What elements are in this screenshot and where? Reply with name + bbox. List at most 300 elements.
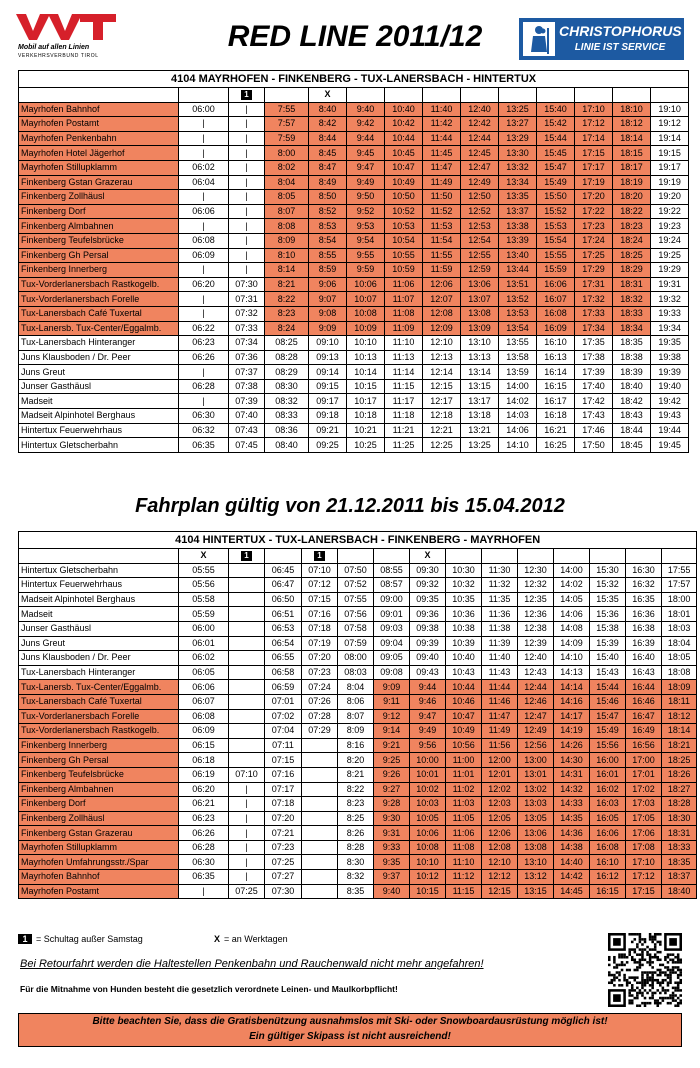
time-cell: 10:07 [347, 292, 385, 307]
time-cell: 9:40 [347, 102, 385, 117]
time-cell: 9:09 [374, 680, 410, 695]
legend-school-day [18, 934, 143, 944]
time-cell: 07:36 [229, 350, 265, 365]
stop-name: Finkenberg Almbahnen [19, 219, 179, 234]
time-cell: 10:54 [385, 233, 423, 248]
retour-note: Bei Retourfahrt werden die Haltestellen Penkenbahn und Rauchenwald nicht mehr angefahren! [20, 958, 484, 970]
time-cell: 17:10 [575, 102, 613, 117]
time-cell: 8:23 [338, 797, 374, 812]
time-cell: 13:39 [499, 233, 537, 248]
time-cell: 15:47 [537, 160, 575, 175]
time-cell: 07:11 [265, 738, 302, 753]
legend-badge: 1 [18, 934, 32, 944]
time-cell: 9:47 [347, 160, 385, 175]
time-cell: 10:59 [385, 263, 423, 278]
time-cell: 11:13 [385, 350, 423, 365]
time-cell: 11:47 [482, 709, 518, 724]
stop-name: Tux-Lanersbach Café Tuxertal [19, 306, 179, 321]
time-cell: | [229, 160, 265, 175]
time-cell: 15:47 [590, 709, 626, 724]
time-cell: 09:18 [309, 409, 347, 424]
time-cell: 17:17 [575, 160, 613, 175]
time-cell: 11:30 [482, 563, 518, 578]
time-cell: 07:17 [265, 782, 302, 797]
time-cell: 08:57 [374, 578, 410, 593]
time-cell: 09:39 [410, 636, 446, 651]
time-cell: 9:53 [347, 219, 385, 234]
time-cell: 8:05 [265, 190, 309, 205]
time-cell: 13:03 [518, 797, 554, 812]
time-cell: 10:21 [347, 423, 385, 438]
table-row [19, 826, 697, 841]
time-cell: 18:40 [662, 884, 697, 899]
time-cell: 12:52 [461, 204, 499, 219]
time-cell: 19:39 [651, 365, 689, 380]
time-cell: 07:23 [265, 840, 302, 855]
time-cell: 12:15 [482, 884, 518, 899]
time-cell: 07:27 [265, 870, 302, 885]
time-cell: 10:40 [385, 102, 423, 117]
time-cell: 10:50 [385, 190, 423, 205]
time-cell: 8:47 [309, 160, 347, 175]
time-cell: 06:45 [265, 563, 302, 578]
time-cell: 07:34 [229, 336, 265, 351]
time-cell: 09:10 [309, 336, 347, 351]
time-cell: 16:44 [626, 680, 662, 695]
time-cell: 18:14 [613, 131, 651, 146]
time-cell: 8:45 [309, 146, 347, 161]
time-cell [302, 870, 338, 885]
time-cell: 12:14 [423, 365, 461, 380]
time-cell: 08:40 [265, 438, 309, 453]
time-cell: 07:39 [229, 394, 265, 409]
note-cell [423, 88, 461, 103]
time-cell: 11:52 [423, 204, 461, 219]
time-cell: 15:38 [590, 621, 626, 636]
table-row [19, 767, 697, 782]
time-cell: 17:14 [575, 131, 613, 146]
time-cell: 06:20 [179, 277, 229, 292]
time-cell: 11:44 [423, 131, 461, 146]
time-cell: 16:40 [626, 651, 662, 666]
time-cell: 09:38 [410, 621, 446, 636]
time-cell: 19:33 [651, 306, 689, 321]
time-cell: 11:50 [423, 190, 461, 205]
table-row [19, 306, 689, 321]
time-cell: 17:23 [575, 219, 613, 234]
time-cell: 9:26 [374, 767, 410, 782]
time-cell: 13:15 [461, 379, 499, 394]
time-cell: 16:18 [537, 409, 575, 424]
time-cell: 16:10 [590, 855, 626, 870]
time-cell: 14:02 [554, 578, 590, 593]
table-row [19, 423, 689, 438]
time-cell: 13:01 [518, 767, 554, 782]
time-cell: 8:54 [309, 233, 347, 248]
table-row [19, 117, 689, 132]
time-cell: 14:06 [554, 607, 590, 622]
time-cell: 11:01 [446, 767, 482, 782]
time-cell: 06:19 [179, 767, 229, 782]
time-cell: 16:30 [626, 563, 662, 578]
time-cell: 18:28 [662, 797, 697, 812]
time-cell: 11:18 [385, 409, 423, 424]
time-cell: 9:21 [374, 738, 410, 753]
time-cell: 18:35 [613, 336, 651, 351]
time-cell: 08:30 [265, 379, 309, 394]
time-cell: 12:03 [482, 797, 518, 812]
time-cell: 06:23 [179, 336, 229, 351]
time-cell [229, 563, 265, 578]
stop-name: Mayrhofen Bahnhof [19, 102, 179, 117]
note-cell [499, 88, 537, 103]
time-cell: 16:08 [590, 840, 626, 855]
time-cell [229, 592, 265, 607]
time-cell: 13:44 [499, 263, 537, 278]
time-cell: 18:27 [662, 782, 697, 797]
time-cell: 16:12 [590, 870, 626, 885]
time-cell: 11:12 [446, 870, 482, 885]
stop-name: Mayrhofen Penkenbahn [19, 131, 179, 146]
time-cell: 13:07 [461, 292, 499, 307]
stop-name: Finkenberg Gh Persal [19, 248, 179, 263]
time-cell: 16:46 [626, 694, 662, 709]
time-cell: 18:38 [613, 350, 651, 365]
time-cell: 07:31 [229, 292, 265, 307]
time-cell: 10:00 [410, 753, 446, 768]
note-cell [19, 88, 179, 103]
time-cell: 18:44 [613, 423, 651, 438]
time-cell: 17:40 [575, 379, 613, 394]
time-cell: 07:25 [229, 884, 265, 899]
time-cell: 11:15 [446, 884, 482, 899]
time-cell: 17:01 [626, 767, 662, 782]
time-cell: 15:30 [590, 563, 626, 578]
time-cell: 19:14 [651, 131, 689, 146]
time-cell: 17:42 [575, 394, 613, 409]
time-cell: | [229, 190, 265, 205]
time-cell: 06:01 [179, 636, 229, 651]
time-cell: 17:12 [575, 117, 613, 132]
notice-line-2: Ein gültiger Skipass ist nicht ausreichend! [249, 1031, 451, 1042]
time-cell: 10:32 [446, 578, 482, 593]
time-cell: 17:08 [626, 840, 662, 855]
table-row [19, 350, 689, 365]
time-cell: 11:53 [423, 219, 461, 234]
time-cell: 10:25 [347, 438, 385, 453]
time-cell: 07:29 [302, 724, 338, 739]
time-cell: 15:39 [590, 636, 626, 651]
stop-name: Finkenberg Dorf [19, 204, 179, 219]
time-cell: 10:49 [385, 175, 423, 190]
time-cell: 11:49 [423, 175, 461, 190]
time-cell: | [179, 306, 229, 321]
time-cell: 10:42 [385, 117, 423, 132]
time-cell [229, 753, 265, 768]
time-cell: 8:09 [338, 724, 374, 739]
time-cell: 10:14 [347, 365, 385, 380]
time-cell: 15:32 [590, 578, 626, 593]
time-cell: 12:38 [518, 621, 554, 636]
time-cell: 17:43 [575, 409, 613, 424]
table-row [19, 636, 697, 651]
time-cell: 06:26 [179, 350, 229, 365]
time-cell: 07:50 [338, 563, 374, 578]
time-cell: 06:58 [265, 665, 302, 680]
time-cell: 06:06 [179, 680, 229, 695]
time-cell: 19:19 [651, 175, 689, 190]
time-cell: 14:00 [554, 563, 590, 578]
time-cell [302, 826, 338, 841]
vvt-tagline: Mobil auf allen Linien [18, 44, 90, 51]
time-cell: 09:05 [374, 651, 410, 666]
time-cell [302, 738, 338, 753]
time-cell: 8:06 [338, 694, 374, 709]
time-cell: 12:09 [423, 321, 461, 336]
time-cell: 15:50 [537, 190, 575, 205]
time-cell [302, 767, 338, 782]
time-cell: 13:00 [518, 753, 554, 768]
time-cell: 11:09 [385, 321, 423, 336]
time-cell: 07:30 [229, 277, 265, 292]
time-cell: 19:24 [651, 233, 689, 248]
time-cell: 13:14 [461, 365, 499, 380]
time-cell: 16:32 [626, 578, 662, 593]
time-cell: 18:04 [662, 636, 697, 651]
time-cell: 12:00 [482, 753, 518, 768]
time-cell: 16:36 [626, 607, 662, 622]
time-cell: 08:03 [338, 665, 374, 680]
time-cell: 09:43 [410, 665, 446, 680]
table-row [19, 409, 689, 424]
time-cell: 18:03 [662, 621, 697, 636]
time-cell: 9:30 [374, 811, 410, 826]
time-cell [229, 578, 265, 593]
time-cell: 13:34 [499, 175, 537, 190]
time-cell: 9:27 [374, 782, 410, 797]
time-cell: 16:03 [590, 797, 626, 812]
note-cell [265, 88, 309, 103]
vvt-logo [16, 14, 120, 59]
time-cell: 13:54 [499, 321, 537, 336]
time-cell: 19:25 [651, 248, 689, 263]
time-cell: 9:40 [374, 884, 410, 899]
time-cell: 14:03 [499, 409, 537, 424]
time-cell: 8:21 [265, 277, 309, 292]
time-cell: 8:25 [338, 811, 374, 826]
time-cell: 12:49 [461, 175, 499, 190]
time-cell: 10:03 [410, 797, 446, 812]
time-cell: | [229, 233, 265, 248]
time-cell: 8:28 [338, 840, 374, 855]
table-row [19, 840, 697, 855]
time-cell: 11:25 [385, 438, 423, 453]
time-cell: 12:47 [518, 709, 554, 724]
time-cell: 06:53 [265, 621, 302, 636]
time-cell: 09:15 [309, 379, 347, 394]
time-cell: | [179, 292, 229, 307]
time-cell: 13:21 [461, 423, 499, 438]
vvt-subtitle: VERKEHRSVERBUND TIROL [18, 53, 99, 59]
time-cell: 06:55 [265, 651, 302, 666]
time-cell: 9:45 [347, 146, 385, 161]
time-cell: 10:30 [446, 563, 482, 578]
time-cell: 8:53 [309, 219, 347, 234]
time-cell: 19:42 [651, 394, 689, 409]
time-cell: 8:24 [265, 321, 309, 336]
stop-name: Mayrhofen Bahnhof [19, 870, 179, 885]
table-row [19, 219, 689, 234]
time-cell: 09:35 [410, 592, 446, 607]
time-cell: 16:06 [537, 277, 575, 292]
time-cell: 10:56 [446, 738, 482, 753]
time-cell: | [229, 870, 265, 885]
time-cell: 13:17 [461, 394, 499, 409]
time-cell: 18:29 [613, 263, 651, 278]
time-cell: 10:13 [347, 350, 385, 365]
time-cell: 9:49 [347, 175, 385, 190]
dog-note: Für die Mitnahme von Hunden besteht die gesetzlich verordnete Leinen- und Maulkorbpflicht! [20, 984, 398, 994]
time-cell [229, 636, 265, 651]
note-cell [461, 88, 499, 103]
time-cell: 06:23 [179, 811, 229, 826]
time-cell: 11:44 [482, 680, 518, 695]
stop-name: Junser Gasthäusl [19, 379, 179, 394]
time-cell: 12:08 [423, 306, 461, 321]
time-cell: 11:42 [423, 117, 461, 132]
time-cell [229, 651, 265, 666]
time-cell: 07:40 [229, 409, 265, 424]
time-cell: 07:52 [338, 578, 374, 593]
time-cell: 10:09 [347, 321, 385, 336]
time-cell: 8:55 [309, 248, 347, 263]
time-cell: 18:25 [662, 753, 697, 768]
time-cell: 8:32 [338, 870, 374, 885]
vvt-logo-mark [16, 14, 116, 40]
time-cell: 16:10 [537, 336, 575, 351]
table-row [19, 724, 697, 739]
time-cell: 8:08 [265, 219, 309, 234]
time-cell: | [179, 884, 229, 899]
time-cell: 05:59 [179, 607, 229, 622]
time-cell: 11:36 [482, 607, 518, 622]
time-cell: 07:10 [229, 767, 265, 782]
time-cell: 13:58 [499, 350, 537, 365]
time-cell: 14:16 [554, 694, 590, 709]
timetable-return [18, 531, 697, 899]
time-cell: 07:45 [229, 438, 265, 453]
ski-equipment-notice [18, 1013, 682, 1047]
time-cell: 15:52 [537, 204, 575, 219]
time-cell: 12:44 [518, 680, 554, 695]
time-cell: 18:12 [613, 117, 651, 132]
time-cell: 8:07 [265, 204, 309, 219]
time-cell: 17:32 [575, 292, 613, 307]
time-cell: 06:15 [179, 738, 229, 753]
table-row [19, 870, 697, 885]
stop-name: Mayrhofen Postamt [19, 117, 179, 132]
time-cell: 07:16 [302, 607, 338, 622]
time-cell: 09:13 [309, 350, 347, 365]
note-cell [662, 549, 697, 564]
qr-code-icon[interactable] [608, 933, 682, 1007]
time-cell [229, 694, 265, 709]
time-cell: 13:08 [518, 840, 554, 855]
time-cell: 19:43 [651, 409, 689, 424]
time-cell: 07:10 [302, 563, 338, 578]
time-cell: 17:33 [575, 306, 613, 321]
time-cell: 12:47 [461, 160, 499, 175]
time-cell: 17:05 [626, 811, 662, 826]
time-cell: 9:35 [374, 855, 410, 870]
time-cell: 11:08 [385, 306, 423, 321]
time-cell: 10:44 [385, 131, 423, 146]
time-cell: | [229, 219, 265, 234]
time-cell: 10:52 [385, 204, 423, 219]
time-cell: 9:44 [347, 131, 385, 146]
time-cell: 17:34 [575, 321, 613, 336]
stop-name: Tux-Vorderlanersbach Rastkogelb. [19, 277, 179, 292]
time-cell [229, 680, 265, 695]
time-cell: 18:00 [662, 592, 697, 607]
time-cell: 08:28 [265, 350, 309, 365]
time-cell: 07:30 [265, 884, 302, 899]
time-cell: 05:56 [179, 578, 229, 593]
time-cell: 8:16 [338, 738, 374, 753]
time-cell: 15:45 [537, 146, 575, 161]
time-cell: 9:46 [410, 694, 446, 709]
time-cell: 17:46 [575, 423, 613, 438]
stop-name: Finkenberg Innerberg [19, 738, 179, 753]
time-cell: 18:09 [662, 680, 697, 695]
time-cell: 13:13 [461, 350, 499, 365]
stop-name: Finkenberg Almbahnen [19, 782, 179, 797]
time-cell: 07:25 [265, 855, 302, 870]
time-cell: 13:10 [461, 336, 499, 351]
table-row [19, 782, 697, 797]
time-cell: | [229, 146, 265, 161]
time-cell: 10:39 [446, 636, 482, 651]
stop-name: Juns Greut [19, 636, 179, 651]
time-cell: 13:02 [518, 782, 554, 797]
time-cell: 09:01 [374, 607, 410, 622]
time-cell: 11:03 [446, 797, 482, 812]
route-title: 4104 MAYRHOFEN - FINKENBERG - TUX-LANERSBACH - HINTERTUX [19, 71, 689, 88]
table-row [19, 651, 697, 666]
time-cell: 18:43 [613, 409, 651, 424]
time-cell: 07:12 [302, 578, 338, 593]
stop-name: Madseit [19, 394, 179, 409]
time-cell: 8:02 [265, 160, 309, 175]
time-cell: 11:14 [385, 365, 423, 380]
time-cell: 8:07 [338, 709, 374, 724]
time-cell: 12:32 [518, 578, 554, 593]
time-cell: 13:27 [499, 117, 537, 132]
time-cell [302, 753, 338, 768]
table-row [19, 102, 689, 117]
table-row [19, 233, 689, 248]
time-cell: 18:11 [662, 694, 697, 709]
school-day-badge: 1 [241, 551, 252, 561]
time-cell: 19:32 [651, 292, 689, 307]
time-cell: 06:00 [179, 621, 229, 636]
time-cell: 13:09 [461, 321, 499, 336]
time-cell: 18:23 [613, 219, 651, 234]
time-cell: 06:21 [179, 797, 229, 812]
time-cell: 7:55 [265, 102, 309, 117]
time-cell: 9:59 [347, 263, 385, 278]
time-cell: 06:50 [265, 592, 302, 607]
